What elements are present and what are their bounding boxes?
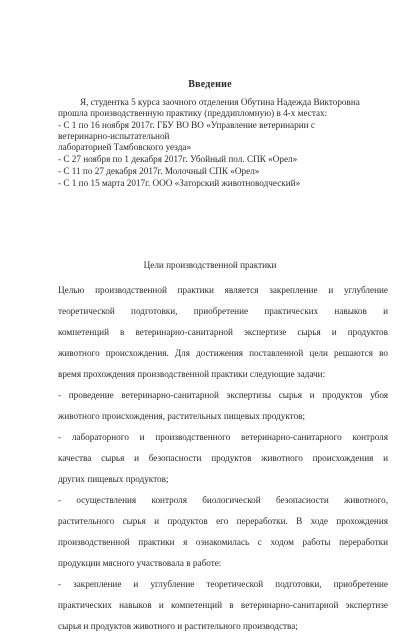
intro-line: прошла производственную практику (преддипломную) в 4-х местах: — [58, 108, 328, 118]
place-item: - С 27 ноября по 1 декабря 2017г. Убойный пол. СПК «Орел» — [58, 154, 298, 164]
body-line: - лабораторного и производственного ветеринарно-санитарного контроля — [58, 432, 388, 442]
body-line: производственной практики я ознакомилась с ходом работы переработки — [58, 537, 388, 547]
body-line: животного происхождения. Для достижения поставленной цели решаются во — [58, 348, 388, 358]
body-line: теоретической подготовки, приобретение практических навыков и — [58, 306, 388, 316]
place-item: ветеринарно-испытательной — [58, 131, 170, 141]
body-line: время прохождения производственной практики следующие задачи: — [58, 369, 326, 379]
body-line: животного происхождения, растительных пищевых продуктов; — [58, 411, 306, 421]
section-subheading: Цели производственной практики — [143, 260, 277, 270]
intro-line: Я, студентка 5 курса заочного отделения Обутина Надежда Викторовна — [80, 97, 360, 107]
body-line: компетенций в ветеринарно-санитарной экспертизе сырья и продуктов — [58, 327, 388, 337]
document-title: Введение — [188, 79, 232, 90]
body-line: сырья и продуктов животного и растительного производства; — [58, 621, 298, 631]
place-item: - С 1 по 16 ноября 2017г. ГБУ ВО ВО «Управление ветеринарии с — [58, 120, 315, 130]
body-line: - закрепление и углубление теоретической подготовки, приобретение — [58, 579, 388, 589]
body-line: Целью производственной практики является закрепление и углубление — [58, 285, 388, 295]
body-line: качества сырья и безопасности продуктов животного происхождения и — [58, 453, 388, 463]
body-line: практических навыков и компетенций в ветеринарно-санитарной экспертизе — [58, 600, 388, 610]
place-item: - С 11 по 27 декабря 2017г. Молочный СПК «Орел» — [58, 166, 260, 176]
body-paragraph — [58, 280, 388, 637]
body-line: растительного сырья и продуктов его переработки. В ходе прохождения — [58, 516, 388, 526]
place-item: - С 1 по 15 марта 2017г. ООО «Заторский животноводческий» — [58, 178, 301, 188]
body-line: - проведение ветеринарно-санитарной экспертизы сырья и продуктов убоя — [58, 390, 388, 400]
place-item: лабораторией Тамбовского уезда» — [58, 142, 192, 152]
body-line: - осуществления контроля биологической безопасности животного, — [58, 495, 388, 505]
body-line: продукции мясного участвовала в работе: — [58, 558, 222, 568]
body-line: других пищевых продуктов; — [58, 474, 169, 484]
